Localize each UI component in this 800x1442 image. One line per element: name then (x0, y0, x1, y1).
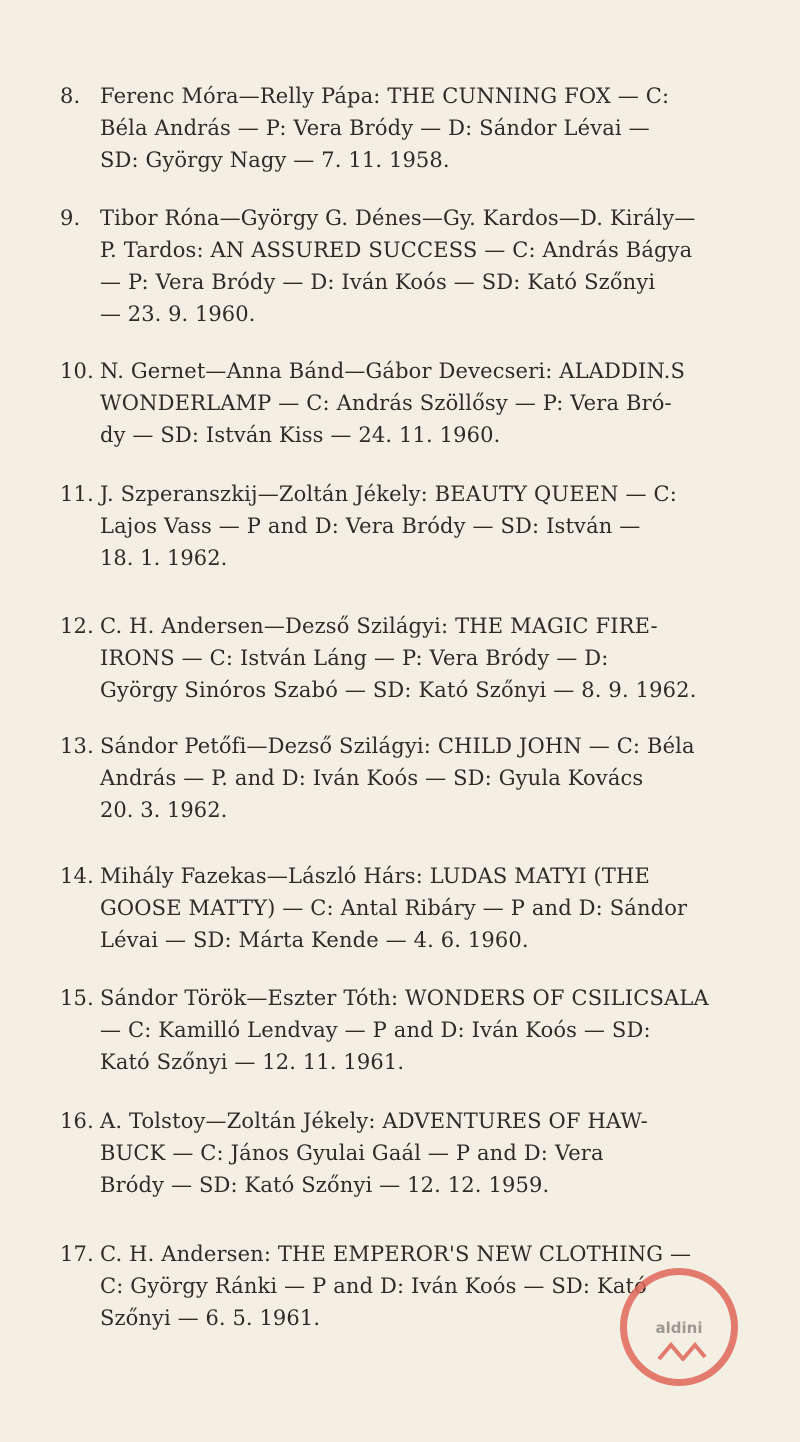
entry-line: IRONS — C: István Láng — P: Vera Bródy — D: (100, 646, 609, 670)
entry-text (100, 80, 750, 176)
entry-line: András — P. and D: Iván Koós — SD: Gyula Kovács (100, 766, 644, 790)
entry-number: 9. (60, 206, 81, 230)
entry-line: Ferenc Móra—Relly Pápa: THE CUNNING FOX — C: (100, 84, 670, 108)
catalog-entry (60, 80, 750, 176)
entry-line: dy — SD: István Kiss — 24. 11. 1960. (100, 423, 501, 447)
entry-line: GOOSE MATTY) — C: Antal Ribáry — P and D: Sándor (100, 896, 688, 920)
entry-line: György Sinóros Szabó — SD: Kató Szőnyi — 8. 9. 1962. (100, 678, 697, 702)
entry-text (100, 478, 750, 574)
entry-line: C: György Ránki — P and D: Iván Koós — SD: Kató (100, 1274, 647, 1298)
entry-line: SD: György Nagy — 7. 11. 1958. (100, 148, 450, 172)
entry-line: 18. 1. 1962. (100, 546, 228, 570)
entry-line: Mihály Fazekas—László Hárs: LUDAS MATYI (THE (100, 864, 651, 888)
entry-text (100, 860, 750, 956)
entry-line: Lévai — SD: Márta Kende — 4. 6. 1960. (100, 928, 529, 952)
entry-line: 20. 3. 1962. (100, 798, 228, 822)
entry-line: Tibor Róna—György G. Dénes—Gy. Kardos—D. Király— (100, 206, 696, 230)
catalog-entry (60, 202, 750, 330)
stamp-text: aldini (655, 1319, 703, 1337)
entry-text (100, 355, 750, 451)
entry-line: Bródy — SD: Kató Szőnyi — 12. 12. 1959. (100, 1173, 550, 1197)
entry-line: Sándor Petőfi—Dezső Szilágyi: CHILD JOHN — C: Béla (100, 734, 695, 758)
entry-number: 13. (60, 734, 94, 758)
entry-number: 17. (60, 1242, 94, 1266)
entry-text (100, 1105, 750, 1201)
entry-line: Kató Szőnyi — 12. 11. 1961. (100, 1050, 405, 1074)
entry-line: BUCK — C: János Gyulai Gaál — P and D: Vera (100, 1141, 604, 1165)
entry-text (100, 982, 750, 1078)
entry-line: P. Tardos: AN ASSURED SUCCESS — C: András Bágya (100, 238, 693, 262)
entry-line: WONDERLAMP — C: András Szöllősy — P: Vera Bró- (100, 391, 672, 415)
entry-text (100, 202, 750, 330)
entry-number: 15. (60, 986, 94, 1010)
catalog-entry (60, 982, 750, 1078)
entry-number: 11. (60, 482, 94, 506)
entry-text (100, 610, 750, 706)
catalog-entry (60, 478, 750, 574)
entry-line: Lajos Vass — P and D: Vera Bródy — SD: István — (100, 514, 641, 538)
catalog-entry (60, 1105, 750, 1201)
entry-number: 10. (60, 359, 94, 383)
entry-line: — P: Vera Bródy — D: Iván Koós — SD: Kató Szőnyi (100, 270, 656, 294)
catalog-entry (60, 730, 750, 826)
entry-text (100, 730, 750, 826)
entry-line: — 23. 9. 1960. (100, 302, 256, 326)
catalog-entry (60, 610, 750, 706)
entry-line: J. Szperanszkij—Zoltán Jékely: BEAUTY QUEEN — C: (100, 482, 677, 506)
entry-line: C. H. Andersen: THE EMPEROR'S NEW CLOTHING — (100, 1242, 692, 1266)
catalog-entry (60, 860, 750, 956)
entry-line: N. Gernet—Anna Bánd—Gábor Devecseri: ALADDIN.S (100, 359, 686, 383)
catalog-entry (60, 355, 750, 451)
entry-number: 16. (60, 1109, 94, 1133)
entry-line: Sándor Török—Eszter Tóth: WONDERS OF CSILICSALA (100, 986, 709, 1010)
entry-line: Szőnyi — 6. 5. 1961. (100, 1306, 321, 1330)
watermark-stamp (620, 1268, 738, 1386)
stamp-wave-icon (657, 1341, 707, 1361)
entry-number: 8. (60, 84, 81, 108)
entry-line: Béla András — P: Vera Bródy — D: Sándor Lévai — (100, 116, 650, 140)
entry-line: A. Tolstoy—Zoltán Jékely: ADVENTURES OF HAW- (100, 1109, 648, 1133)
entry-number: 12. (60, 614, 94, 638)
entry-line: — C: Kamilló Lendvay — P and D: Iván Koós — SD: (100, 1018, 651, 1042)
entry-line: C. H. Andersen—Dezső Szilágyi: THE MAGIC FIRE- (100, 614, 658, 638)
entry-number: 14. (60, 864, 94, 888)
